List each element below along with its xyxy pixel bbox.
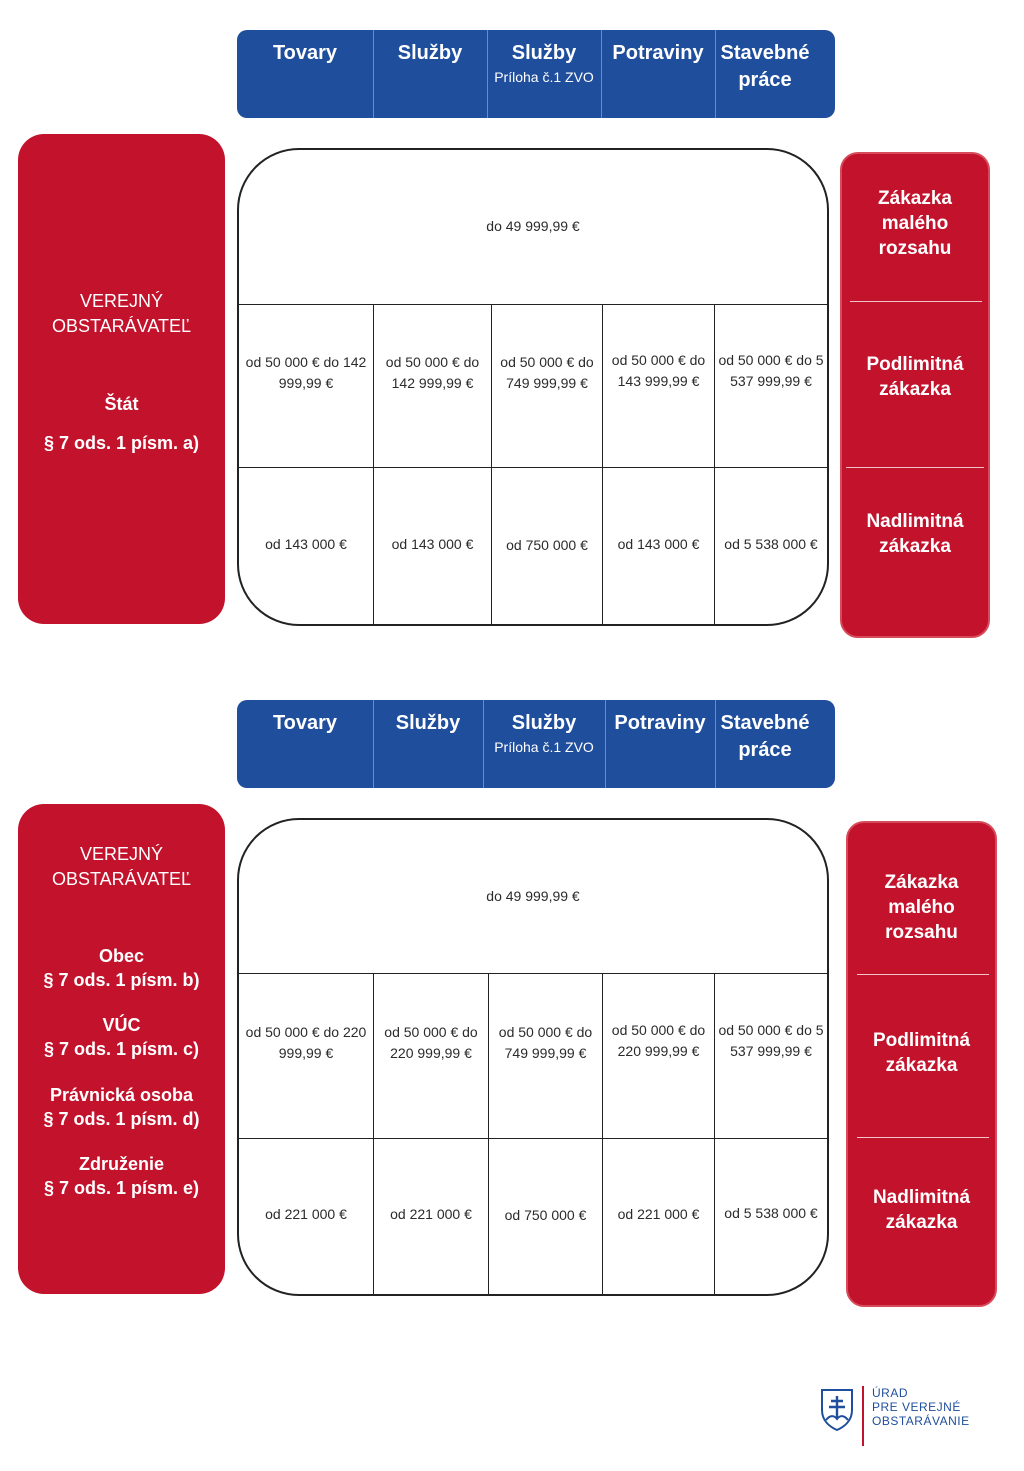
entity-name-vuc: VÚC xyxy=(102,1015,141,1035)
bottom-cell-sluzby: od 143 000 € xyxy=(391,536,474,552)
type-above-threshold: Nadlimitná zákazka xyxy=(872,1187,971,1233)
mid-cell-sluzby-priloha: od 50 000 € do 749 999,99 € xyxy=(500,354,594,391)
small-contract-threshold: do 49 999,99 € xyxy=(486,218,580,234)
bottom-cell-sluzby-priloha: od 750 000 € xyxy=(504,1207,587,1223)
contracting-authority-box xyxy=(18,134,225,624)
bottom-cell-sluzby: od 221 000 € xyxy=(390,1206,472,1222)
header-tovary: Tovary xyxy=(272,712,338,734)
mid-cell-sluzby: od 50 000 € do 220 999,99 € xyxy=(384,1024,478,1061)
contract-type-box xyxy=(846,821,997,1307)
entity-ref: § 7 ods. 1 písm. a) xyxy=(43,433,200,453)
mid-cell-stavebne: od 50 000 € do 5 537 999,99 € xyxy=(718,1022,824,1059)
category-header xyxy=(237,700,835,788)
header-sluzby-priloha: Služby Príloha č.1 ZVO xyxy=(494,712,594,755)
type-above-threshold: Nadlimitná zákazka xyxy=(866,511,964,557)
bottom-cell-stavebne: od 5 538 000 € xyxy=(724,1205,818,1221)
mid-cell-tovary: od 50 000 € do 220 999,99 € xyxy=(245,1024,367,1061)
header-potraviny: Potraviny xyxy=(612,42,704,64)
logo-divider xyxy=(862,1386,864,1446)
mid-cell-potraviny: od 50 000 € do 143 999,99 € xyxy=(611,352,706,389)
threshold-table xyxy=(237,148,829,626)
header-sluzby-priloha: Služby Príloha č.1 ZVO xyxy=(494,42,594,85)
mid-cell-stavebne: od 50 000 € do 5 537 999,99 € xyxy=(718,352,824,389)
bottom-cell-tovary: od 143 000 € xyxy=(265,536,347,552)
bottom-cell-sluzby-priloha: od 750 000 € xyxy=(506,537,588,553)
contract-type-box xyxy=(840,152,990,638)
small-contract-threshold: do 49 999,99 € xyxy=(486,888,580,904)
header-tovary: Tovary xyxy=(272,42,338,64)
mid-cell-potraviny: od 50 000 € do 220 999,99 € xyxy=(611,1022,706,1059)
header-stavebne-prace: Stavebné práce xyxy=(720,42,810,91)
type-below-threshold: Podlimitná zákazka xyxy=(866,354,964,400)
entity-ref-pravnicka-osoba: § 7 ods. 1 písm. d) xyxy=(43,1109,200,1129)
entity-name: Štát xyxy=(104,394,139,414)
mid-cell-sluzby: od 50 000 € do 142 999,99 € xyxy=(385,354,480,391)
authority-title: VEREJNÝ OBSTARÁVATEĽ xyxy=(51,844,192,889)
bottom-cell-potraviny: od 221 000 € xyxy=(617,1206,700,1222)
mid-cell-tovary: od 50 000 € do 142 999,99 € xyxy=(245,354,367,391)
bottom-cell-potraviny: od 143 000 € xyxy=(617,536,700,552)
coat-of-arms-icon xyxy=(820,1388,854,1432)
authority-title: VEREJNÝ OBSTARÁVATEĽ xyxy=(51,291,192,336)
type-small: Zákazka malého rozsahu xyxy=(884,872,959,943)
mid-cell-sluzby-priloha: od 50 000 € do 749 999,99 € xyxy=(498,1024,593,1061)
type-small: Zákazka malého rozsahu xyxy=(878,188,952,259)
entity-name-obec: Obec xyxy=(98,946,145,966)
entity-ref-obec: § 7 ods. 1 písm. b) xyxy=(43,970,200,990)
threshold-table xyxy=(237,818,829,1296)
header-sluzby: Služby xyxy=(397,42,463,64)
bottom-cell-tovary: od 221 000 € xyxy=(265,1206,347,1222)
bottom-cell-stavebne: od 5 538 000 € xyxy=(724,536,818,552)
entity-ref-zdruzenie: § 7 ods. 1 písm. e) xyxy=(43,1178,200,1198)
logo-text: ÚRAD PRE VEREJNÉ OBSTARÁVANIE xyxy=(872,1386,970,1428)
entity-ref-vuc: § 7 ods. 1 písm. c) xyxy=(43,1039,200,1059)
category-header xyxy=(237,30,835,118)
entity-name-zdruzenie: Združenie xyxy=(78,1154,164,1174)
uvo-logo xyxy=(820,1386,1000,1448)
header-sluzby: Služby xyxy=(395,712,461,734)
entity-name-pravnicka-osoba: Právnická osoba xyxy=(49,1085,194,1105)
type-below-threshold: Podlimitná zákazka xyxy=(872,1030,971,1076)
header-potraviny: Potraviny xyxy=(614,712,706,734)
contracting-authority-box xyxy=(18,804,225,1294)
header-stavebne-prace: Stavebné práce xyxy=(720,712,810,761)
